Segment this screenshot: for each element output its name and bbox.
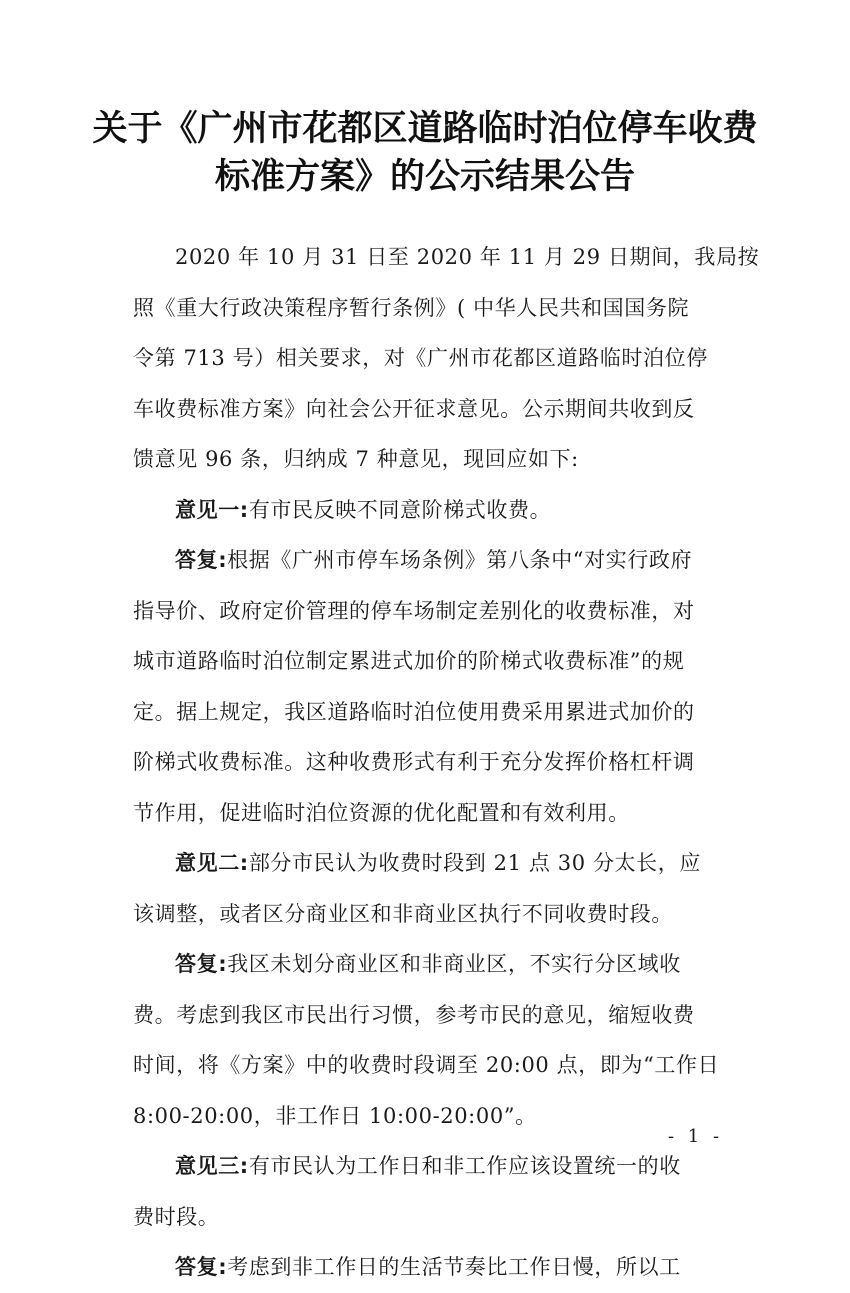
title-line-1: 关于《广州市花都区道路临时泊位停车收费	[92, 109, 758, 149]
intro-line: 照《重大行政决策程序暂行条例》( 中华人民共和国国务院	[133, 295, 690, 320]
reply-label: 答复:	[175, 548, 228, 572]
opinion-1: 意见一:有市民反映不同意阶梯式收费。	[175, 497, 552, 522]
opinion-line: 费时段。	[133, 1204, 220, 1229]
document-body	[133, 232, 760, 1293]
reply-line: 指导价、政府定价管理的停车场制定差别化的收费标准，对	[133, 598, 695, 623]
reply-line: 定。据上规定，我区道路临时泊位使用费采用累进式加价的	[133, 699, 695, 724]
opinion-3: 意见三:有市民认为工作日和非工作应该设置统一的收	[175, 1154, 681, 1178]
opinion-label: 意见三:	[175, 1154, 249, 1178]
opinion-label: 意见二:	[175, 851, 249, 875]
page-number: - 1 -	[668, 1126, 724, 1147]
reply-3: 答复:考虑到非工作日的生活节奏比工作日慢，所以工	[175, 1255, 681, 1279]
intro-line: 2020 年 10 月 31 日至 2020 年 11 月 29 日期间，我局按	[175, 245, 760, 269]
reply-line: 阶梯式收费标准。这种收费形式有利于充分发挥价格杠杆调	[133, 750, 695, 774]
title-line-2: 标准方案》的公示结果公告	[214, 157, 635, 197]
document-title	[0, 105, 850, 201]
reply-1: 答复:根据《广州市停车场条例》第八条中“对实行政府	[175, 548, 693, 572]
opinion-line: 该调整，或者区分商业区和非商业区执行不同收费时段。	[133, 901, 673, 926]
intro-line: 令第 713 号）相关要求，对《广州市花都区道路临时泊位停	[133, 346, 708, 370]
intro-line: 馈意见 96 条，归纳成 7 种意见，现回应如下:	[133, 447, 579, 471]
reply-line: 节作用，促进临时泊位资源的优化配置和有效利用。	[133, 800, 630, 825]
reply-2: 答复:我区未划分商业区和非商业区，不实行分区域收	[175, 952, 681, 976]
reply-label: 答复:	[175, 952, 228, 976]
reply-label: 答复:	[175, 1255, 228, 1279]
reply-line: 城市道路临时泊位制定累进式加价的阶梯式收费标准”的规	[133, 649, 685, 673]
reply-line: 费。考虑到我区市民出行习惯，参考市民的意见，缩短收费	[133, 1002, 695, 1027]
opinion-2: 意见二:部分市民认为收费时段到 21 点 30 分太长，应	[175, 851, 701, 875]
intro-line: 车收费标准方案》向社会公开征求意见。公示期间共收到反	[133, 396, 695, 421]
reply-line: 8:00-20:00，非工作日 10:00-20:00”。	[133, 1103, 537, 1128]
reply-line: 时间，将《方案》中的收费时段调至 20:00 点，即为“工作日	[133, 1053, 720, 1077]
opinion-label: 意见一:	[175, 497, 249, 522]
